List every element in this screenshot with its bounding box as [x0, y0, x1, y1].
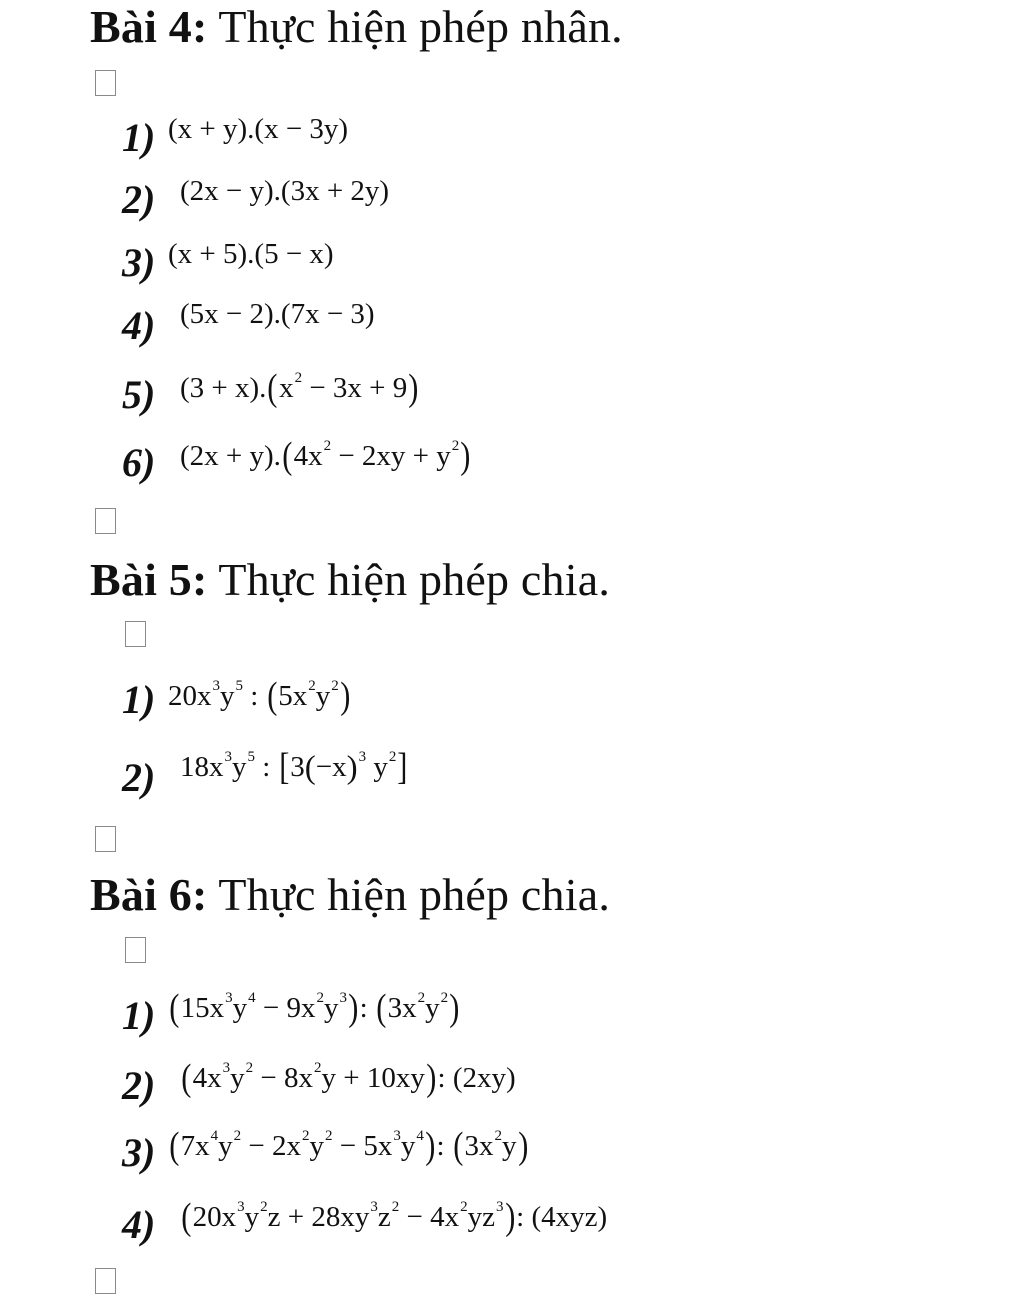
section-label: Bài 5:	[90, 554, 208, 605]
section-heading-bai-4	[90, 1, 623, 52]
placeholder-box	[125, 937, 146, 963]
expression: $(2x + y).(4x^2 - 2xy + y^2)$	[180, 435, 471, 477]
section-heading-bai-5	[90, 554, 611, 605]
expression: $(7x^4y^2 - 2x^2y^2 - 5x^3y^4)$: $(3x^2y)$	[169, 1125, 528, 1167]
item-number: 2)	[122, 755, 156, 800]
placeholder-box	[95, 826, 116, 852]
placeholder-box	[95, 508, 116, 534]
section-label: Bài 4:	[90, 1, 208, 52]
expression: (x + y).(x − 3y)	[168, 113, 349, 145]
expression: (2x − y).(3x + 2y)	[180, 175, 390, 207]
section-title: Thực hiện phép chia.	[218, 869, 611, 920]
section-heading-bai-6	[90, 869, 611, 920]
item-number: 1)	[122, 115, 156, 160]
item-number: 6)	[122, 440, 156, 485]
item-number: 5)	[122, 372, 156, 417]
expression: $(4x^3y^2 - 8x^2y + 10xy)$: (2xy)	[181, 1057, 516, 1099]
placeholder-box	[95, 1268, 116, 1294]
item-number: 3)	[122, 1130, 156, 1175]
placeholder-box	[95, 70, 116, 96]
expression: $(15x^3y^4 - 9x^2y^3)$: $(3x^2y^2)$	[169, 987, 460, 1029]
item-number: 1)	[122, 993, 156, 1038]
item-number: 4)	[122, 1202, 156, 1247]
expression: $20x^3y^5$ : $(5x^2y^2)$	[168, 675, 351, 717]
expression: $18x^3y^5$ : [$3(-x)^3$ $y^2$]	[180, 746, 408, 788]
item-number: 4)	[122, 303, 156, 348]
section-title: Thực hiện phép chia.	[218, 554, 611, 605]
expression: (x + 5).(5 − x)	[168, 238, 334, 270]
section-title: Thực hiện phép nhân.	[218, 1, 623, 52]
expression: $(3 + x).(x^2 - 3x + 9)$	[180, 367, 419, 409]
item-number: 1)	[122, 677, 156, 722]
placeholder-box	[125, 621, 146, 647]
section-label: Bài 6:	[90, 869, 208, 920]
item-number: 3)	[122, 240, 156, 285]
item-number: 2)	[122, 1063, 156, 1108]
item-number: 2)	[122, 177, 156, 222]
expression: $(20x^3y^2z + 28xy^3z^2 - 4x^2yz^3)$: (4xyz)	[181, 1196, 608, 1238]
expression: (5x − 2).(7x − 3)	[180, 298, 375, 330]
